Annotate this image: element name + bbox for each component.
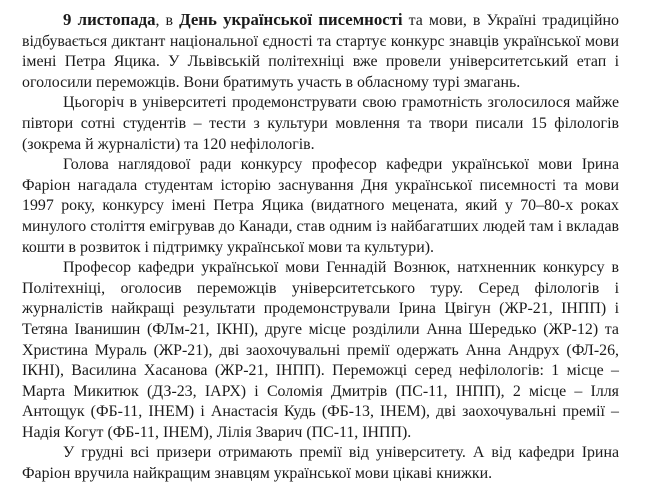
- text-segment: У грудні всі призери отримають премії від університету. А від кафедри Ірина Фаріон вручила найкращим знавцям української мови цікаві книжки.: [22, 444, 619, 483]
- paragraph-winners: [22, 258, 619, 443]
- text-segment: Цьогоріч в університеті продемонструвати свою грамотність зголосилося майже півтори сотні студентів – тести з культури мовлення та твори писали 15 філологів (зокрема й журналісти) та 120 нефілологів.: [22, 94, 619, 153]
- paragraph-awards: [22, 443, 619, 484]
- document-page: [22, 10, 619, 485]
- paragraph-history: [22, 155, 619, 258]
- paragraph-participants: [22, 93, 619, 155]
- text-segment: Голова наглядової ради конкурсу професор кафедри української мови Ірина Фаріон нагадала студентам історію заснування Дня української писемності та мови 1997 року, конкурсу імені Петра Яцика (видатного мецената, який у 70–80-х роках минулого століття емігрував до Канади, став одним із найбагатших людей там і вкладав кошти в розвиток і підтримку української мови та культури).: [22, 156, 619, 256]
- date-highlight: 9 листопада: [63, 10, 156, 29]
- text-segment: , в: [155, 12, 180, 29]
- text-segment: та мови, в Україні традиційно відбувається диктант національної єдності та стартує конкурс знавців української мови імені Петра Яцика. У Львівській політехніці вже провели університетський етап і оголосили переможців. Вони братимуть участь в обласному турі змагань.: [22, 12, 619, 91]
- holiday-name-highlight: День української писемності: [179, 10, 403, 29]
- paragraph-intro: [22, 10, 619, 93]
- text-segment: Професор кафедри української мови Геннадій Вознюк, натхненник конкурсу в Політехніці, оголосив переможців університетського туру. Серед філологів і журналістів найкращі результати продемонстрували Ірина Цвігун (ЖР-21, ІНПП) і Тетяна Іванишин (ФЛм-21, ІКНІ), друге місце розділили Анна Шередько (ЖР-12) та Христина Мураль (ЖР-21), дві заохочувальні премії одержать Анна Андрух (ФЛ-26, ІКНІ), Василина Хасанова (ЖР-21, ІНПП). Переможці серед нефілологів: 1 місце – Марта Микитюк (ДЗ-23, ІАРХ) і Соломія Дмитрів (ПС-11, ІНПП), 2 місце – Ілля Антощук (ФБ-11, ІНЕМ) і Анастасія Кудь (ФБ-13, ІНЕМ), дві заохочувальні премії – Надія Когут (ФБ-11, ІНЕМ), Лілія Зварич (ПС-11, ІНПП).: [22, 259, 619, 441]
